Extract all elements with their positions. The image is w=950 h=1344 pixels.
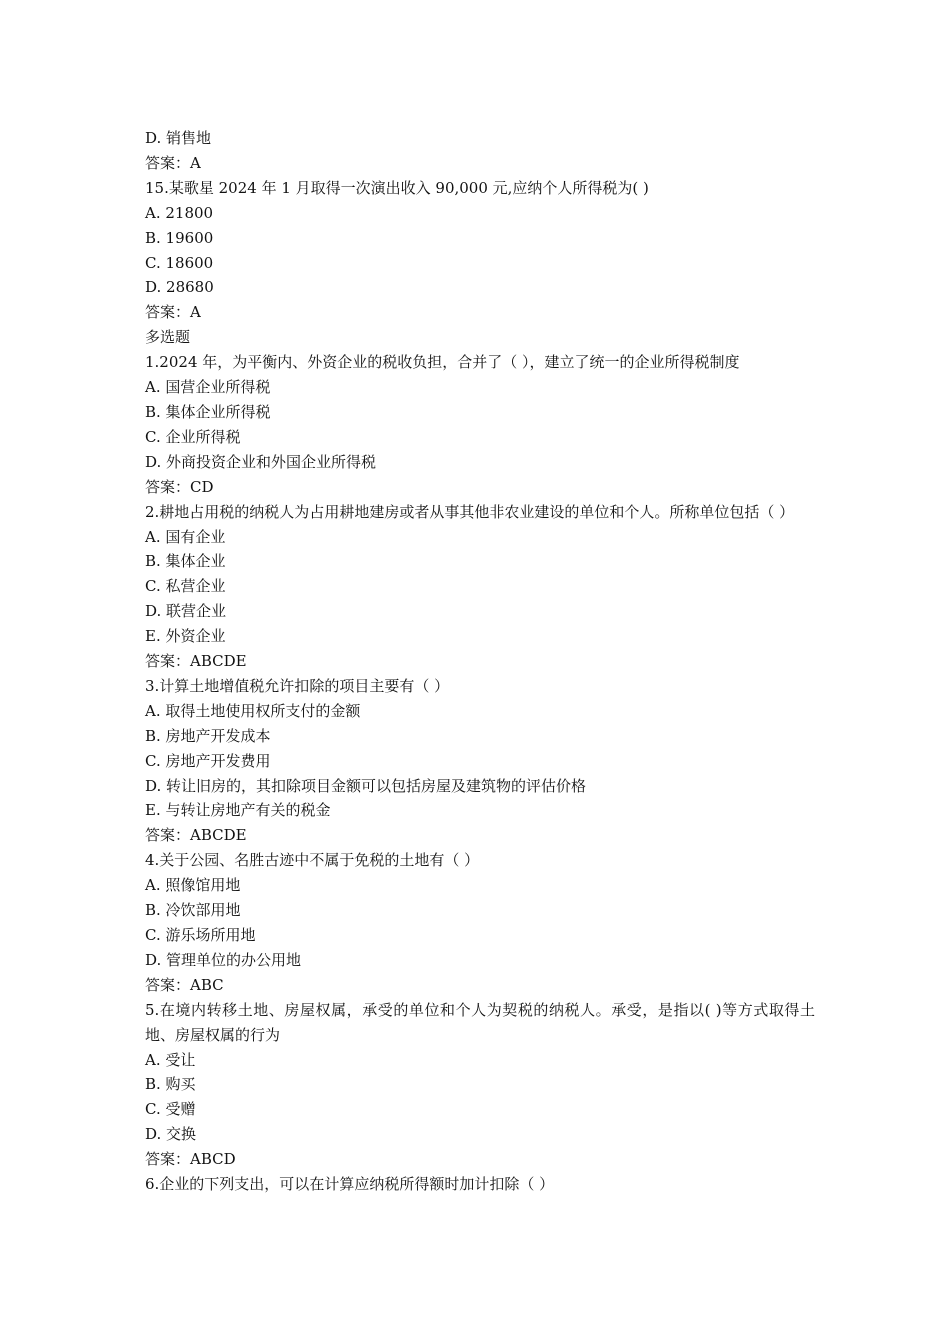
- option-c: C. 18600: [145, 253, 214, 272]
- option-c: C. 房地产开发费用: [145, 751, 271, 770]
- option-a: A. 取得土地使用权所支付的金额: [145, 701, 361, 720]
- question-5: 5.在境内转移土地、房屋权属，承受的单位和个人为契税的纳税人。承受，是指以( )等方式取得土地、房屋权属的行为: [145, 1000, 815, 1044]
- document-body: [145, 126, 815, 1197]
- question-15: 15.某歌星 2024 年 1 月取得一次演出收入 90,000 元,应纳个人所得税为( ): [145, 178, 649, 197]
- option-d: D. 28680: [145, 278, 214, 297]
- option-d: D. 管理单位的办公用地: [145, 950, 302, 969]
- option-b: B. 19600: [145, 228, 214, 247]
- option-d: D. 联营企业: [145, 602, 227, 621]
- question-6: 6.企业的下列支出，可以在计算应纳税所得额时加计扣除（ ）: [145, 1175, 555, 1194]
- answer: 答案：ABCDE: [145, 826, 247, 845]
- option-c: C. 受赠: [145, 1100, 196, 1119]
- answer: 答案：A: [145, 153, 201, 172]
- question-4: 4.关于公园、名胜古迹中不属于免税的土地有（ ）: [145, 851, 480, 870]
- option-e: E. 与转让房地产有关的税金: [145, 801, 331, 820]
- answer: 答案：ABCD: [145, 1150, 236, 1169]
- answer: 答案：A: [145, 303, 201, 322]
- answer: 答案：CD: [145, 477, 214, 496]
- option-a: A. 21800: [145, 203, 214, 222]
- option-a: A. 照像馆用地: [145, 876, 241, 895]
- option-b: B. 集体企业: [145, 552, 226, 571]
- option-b: B. 集体企业所得税: [145, 402, 271, 421]
- section-heading: 多选题: [145, 328, 191, 347]
- option-a: A. 国营企业所得税: [145, 378, 271, 397]
- option-d: D. 外商投资企业和外国企业所得税: [145, 452, 377, 471]
- option-b: B. 购买: [145, 1075, 196, 1094]
- option-a: A. 受让: [145, 1050, 196, 1069]
- answer: 答案：ABCDE: [145, 652, 247, 671]
- option-a: A. 国有企业: [145, 527, 226, 546]
- option-d: D. 交换: [145, 1125, 197, 1144]
- option-d: D. 销售地: [145, 129, 212, 147]
- option-b: B. 房地产开发成本: [145, 726, 271, 745]
- option-d: D. 转让旧房的，其扣除项目金额可以包括房屋及建筑物的评估价格: [145, 776, 587, 795]
- question-1: 1.2024 年，为平衡内、外资企业的税收负担，合并了（ ），建立了统一的企业所得税制度: [145, 353, 740, 372]
- option-b: B. 冷饮部用地: [145, 901, 241, 920]
- option-e: E. 外资企业: [145, 627, 226, 646]
- option-c: C. 私营企业: [145, 577, 226, 596]
- option-c: C. 企业所得税: [145, 427, 241, 446]
- option-c: C. 游乐场所用地: [145, 926, 256, 944]
- answer: 答案：ABC: [145, 975, 224, 994]
- question-2: 2.耕地占用税的纳税人为占用耕地建房或者从事其他非农业建设的单位和个人。所称单位包括（ ）: [145, 502, 795, 521]
- question-3: 3.计算土地增值税允许扣除的项目主要有（ ）: [145, 676, 450, 695]
